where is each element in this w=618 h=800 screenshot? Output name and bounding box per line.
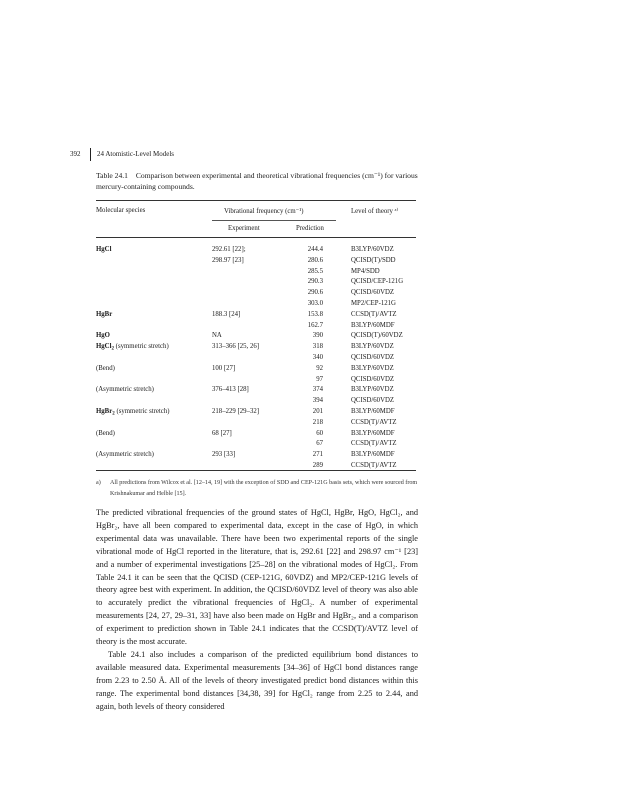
cell-level: QCISD/60VDZ bbox=[351, 375, 395, 383]
cell-prediction: 162.7 bbox=[307, 321, 323, 329]
header-prediction: Prediction bbox=[296, 225, 324, 232]
cell-level: B3LYP/60MDF bbox=[351, 408, 395, 415]
cell-experiment: NA bbox=[212, 332, 222, 340]
cell-prediction: 290.3 bbox=[307, 278, 323, 286]
header-species: Molecular species bbox=[96, 207, 146, 214]
cell-level: B3LYP/60VDZ bbox=[351, 364, 394, 372]
cell-species: HgBr$_2$ (symmetric stretch) bbox=[96, 408, 170, 417]
cell-prediction: 153.8 bbox=[307, 310, 323, 318]
table-caption bbox=[96, 170, 426, 192]
cell-level: B3LYP/60MDF bbox=[351, 321, 395, 329]
cell-level: QCISD(T)/SDD bbox=[351, 256, 396, 264]
cell-species: (Bend) bbox=[96, 364, 115, 372]
cell-level: QCISD(T)/60VDZ bbox=[351, 332, 403, 340]
cell-species: HgBr bbox=[96, 310, 113, 318]
cell-experiment: 293 [33] bbox=[212, 451, 236, 459]
cell-level: B3LYP/60MDF bbox=[351, 451, 395, 459]
cell-level: MP4/SDD bbox=[351, 267, 380, 275]
cell-level: B3LYP/60VDZ bbox=[351, 343, 394, 351]
paragraph-1: The predicted vibrational frequencies of the ground states of HgCl, HgBr, HgO, HgCl₂, and HgBr₂, have all been compared to experimental data, except in the case of HgO, in which experimental data was unavailable. There have been two experimental reports of the single vibrational mode of HgCl reported in the literature, that is, 292.61 [22] and 298.97 cm⁻¹ [23] and a number of experimental investigations [25–28] on the vibrational modes of HgCl₂. From Table 24.1 it can be seen that the QCISD (CEP-121G, 60VDZ) and MP2/CEP-121G levels of theory agree best with experiment. In addition, the QCISD/60VDZ level of theory was also able to accurately predict the vibrational frequencies of HgCl₂. A number of experimental measurements [24, 27, 29–31, 33] have also been made on HgBr and HgBr₂, and a comparison of experiment to prediction shown in Table 24.1 indicates that the CCSD(T)/AVTZ level of theory is the most accurate. bbox=[96, 508, 418, 647]
cell-prediction: 60 bbox=[316, 429, 323, 437]
cell-prediction: 290.6 bbox=[307, 289, 323, 297]
table-label: Table 24.1 bbox=[96, 171, 128, 180]
cell-experiment: 188.3 [24] bbox=[212, 310, 241, 318]
cell-level: CCSD(T)/AVTZ bbox=[351, 310, 397, 318]
cell-prediction: 340 bbox=[312, 354, 323, 361]
cell-prediction: 285.5 bbox=[307, 267, 323, 275]
header-group-rule bbox=[212, 220, 336, 221]
table-bottom-rule bbox=[96, 470, 416, 471]
cell-level: QCISD/60VDZ bbox=[351, 354, 395, 361]
cell-level: QCISD/60VDZ bbox=[351, 397, 395, 405]
header-level: Level of theory ᵃ⁾ bbox=[351, 208, 399, 215]
cell-species: (Asymmetric stretch) bbox=[96, 386, 154, 394]
header-frequency: Vibrational frequency (cm⁻¹) bbox=[224, 208, 304, 215]
cell-level: B3LYP/60MDF bbox=[351, 429, 395, 437]
cell-level: CCSD(T)/AVTZ bbox=[351, 440, 397, 448]
cell-prediction: 390 bbox=[312, 332, 323, 340]
cell-experiment: 313–366 [25, 26] bbox=[212, 343, 260, 351]
cell-level: B3LYP/60VDZ bbox=[351, 386, 394, 394]
header-experiment: Experiment bbox=[228, 225, 260, 232]
table-footnote bbox=[96, 478, 421, 500]
cell-species: HgO bbox=[96, 332, 110, 340]
cell-experiment: 100 [27] bbox=[212, 364, 236, 372]
cell-species: HgCl bbox=[96, 246, 112, 253]
header-divider bbox=[90, 148, 91, 161]
cell-level: MP2/CEP-121G bbox=[351, 300, 396, 307]
cell-prediction: 394 bbox=[312, 397, 323, 405]
cell-prediction: 303.0 bbox=[307, 300, 323, 307]
page-number: 392 bbox=[70, 150, 81, 158]
paragraph-2: Table 24.1 also includes a comparison of the predicted equilibrium bond distances to available measured data. Experimental measurements [34–36] of HgCl bond distances range from 2.23 to 2.50 Å. All of the levels of theory investigated predict bond distances within this range. The experimental bond distances [34,38, 39] for HgCl₂ range from 2.25 to 2.44, and again, both levels of theory considered bbox=[96, 649, 418, 711]
cell-prediction: 201 bbox=[312, 408, 323, 415]
cell-experiment: 298.97 [23] bbox=[212, 256, 244, 264]
cell-prediction: 67 bbox=[316, 440, 323, 448]
cell-prediction: 92 bbox=[316, 364, 323, 372]
cell-prediction: 374 bbox=[312, 386, 323, 394]
cell-level: QCISD/60VDZ bbox=[351, 289, 395, 297]
cell-prediction: 289 bbox=[312, 462, 323, 469]
cell-prediction: 318 bbox=[312, 343, 323, 351]
caption-text: Comparison between experimental and theoretical vibrational frequencies (cm⁻¹) for various mercury-containing compounds. bbox=[96, 171, 418, 191]
cell-level: B3LYP/60VDZ bbox=[351, 246, 394, 253]
cell-species: HgCl$_2$ (symmetric stretch) bbox=[96, 343, 169, 352]
cell-level: QCISD/CEP-121G bbox=[351, 278, 404, 286]
cell-prediction: 97 bbox=[316, 375, 323, 383]
table-header-rule bbox=[96, 237, 416, 238]
cell-experiment: 292.61 [22]; bbox=[212, 246, 246, 253]
cell-species: (Asymmetric stretch) bbox=[96, 451, 154, 459]
cell-experiment: 68 [27] bbox=[212, 429, 232, 437]
cell-prediction: 271 bbox=[312, 451, 323, 459]
cell-prediction: 280.6 bbox=[307, 256, 323, 264]
cell-experiment: 218–229 [29–32] bbox=[212, 408, 260, 415]
footnote-mark: a) bbox=[96, 480, 101, 486]
cell-experiment: 376–413 [28] bbox=[212, 386, 249, 394]
cell-species: (Bend) bbox=[96, 429, 115, 437]
body-text bbox=[96, 507, 418, 714]
cell-prediction: 218 bbox=[312, 418, 323, 426]
table-top-rule bbox=[96, 200, 416, 201]
cell-prediction: 244.4 bbox=[307, 246, 323, 253]
cell-level: CCSD(T)/AVTZ bbox=[351, 462, 397, 469]
cell-level: CCSD(T)/AVTZ bbox=[351, 418, 397, 426]
footnote-text: All predictions from Wilcox et al. [12–14, 19] with the exception of SDD and CEP-121G basis sets, which were sourced from Krishnakumar and Helble [15]. bbox=[110, 480, 418, 497]
chapter-title: 24 Atomistic-Level Models bbox=[97, 150, 174, 158]
